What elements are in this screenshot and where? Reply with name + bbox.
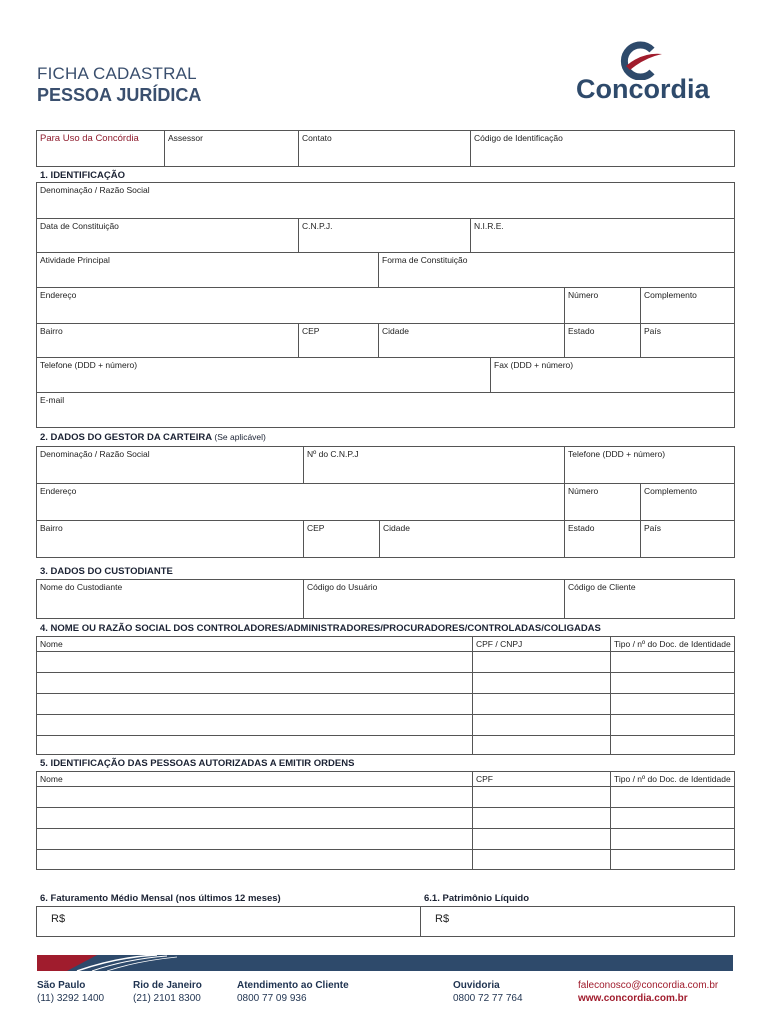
gestor-numero-field[interactable]: Número (565, 484, 641, 521)
section-5-table (36, 771, 735, 870)
section-3-table (36, 579, 735, 619)
data-constituicao-field[interactable]: Data de Constituição (37, 219, 299, 253)
sec5-col-doc: Tipo / nº do Doc. de Identidade (611, 772, 735, 787)
table-row[interactable] (37, 829, 735, 850)
sec4-col-cpf: CPF / CNPJ (473, 637, 611, 652)
sec5-col-nome: Nome (37, 772, 473, 787)
codigo-usuario-field[interactable]: Código do Usuário (304, 580, 565, 619)
rj-phone: (21) 2101 8300 (133, 993, 201, 1004)
uso-label: Para Uso da Concórdia (37, 131, 165, 167)
gestor-cnpj-field[interactable]: Nº do C.N.P.J (304, 447, 565, 484)
logo-text: Concordia (576, 74, 710, 104)
gestor-cep-field[interactable]: CEP (304, 521, 380, 558)
telefone-field[interactable]: Telefone (DDD + número) (37, 358, 491, 393)
contato-field[interactable]: Contato (299, 131, 471, 167)
fax-field[interactable]: Fax (DDD + número) (491, 358, 735, 393)
rj-city: Rio de Janeiro (133, 980, 202, 991)
table-row[interactable] (37, 808, 735, 829)
gestor-cidade-field[interactable]: Cidade (380, 521, 565, 558)
forma-constituicao-field[interactable]: Forma de Constituição (379, 253, 735, 288)
footer-ouvidoria (453, 979, 523, 1005)
endereco-field[interactable]: Endereço (37, 288, 565, 324)
gestor-bairro-field[interactable]: Bairro (37, 521, 304, 558)
atendimento-phone: 0800 77 09 936 (237, 993, 307, 1004)
codigo-cliente-field[interactable]: Código de Cliente (565, 580, 735, 619)
email-field[interactable]: E-mail (37, 393, 735, 428)
section-1-title: 1. IDENTIFICAÇÃO (40, 170, 125, 181)
section-2-table (36, 446, 735, 558)
email-link[interactable]: faleconosco@concordia.com.br (578, 980, 719, 991)
table-row[interactable] (37, 715, 735, 736)
sp-phone: (11) 3292 1400 (37, 993, 105, 1004)
faturamento-field[interactable]: R$ (37, 907, 421, 937)
atividade-field[interactable]: Atividade Principal (37, 253, 379, 288)
pais-field[interactable]: País (641, 324, 735, 358)
table-row[interactable] (37, 652, 735, 673)
table-row[interactable] (37, 787, 735, 808)
footer-atendimento (237, 979, 349, 1005)
complemento-field[interactable]: Complemento (641, 288, 735, 324)
section-2-subtitle: (Se aplicável) (214, 432, 266, 442)
internal-use-box (36, 130, 735, 167)
section-3-title: 3. DADOS DO CUSTODIANTE (40, 566, 173, 577)
footer-sao-paulo (37, 979, 104, 1005)
sec4-col-doc: Tipo / nº do Doc. de Identidade (611, 637, 735, 652)
assessor-field[interactable]: Assessor (165, 131, 299, 167)
cidade-field[interactable]: Cidade (379, 324, 565, 358)
atendimento-label: Atendimento ao Cliente (237, 980, 349, 991)
table-row[interactable] (37, 673, 735, 694)
numero-field[interactable]: Número (565, 288, 641, 324)
cnpj-field[interactable]: C.N.P.J. (299, 219, 471, 253)
section-6-table (36, 906, 735, 937)
section-1-table (36, 182, 735, 428)
gestor-endereco-field[interactable]: Endereço (37, 484, 565, 521)
section-2-title (40, 432, 266, 443)
site-link[interactable]: www.concordia.com.br (578, 993, 688, 1004)
sec5-col-cpf: CPF (473, 772, 611, 787)
table-row[interactable] (37, 694, 735, 715)
footer-rio (133, 979, 202, 1005)
section-4-title: 4. NOME OU RAZÃO SOCIAL DOS CONTROLADORES/ADMINISTRADORES/PROCURADORES/CONTROLADAS/COLIGADAS (40, 623, 601, 634)
sp-city: São Paulo (37, 980, 86, 991)
section-4-table (36, 636, 735, 755)
footer-contact-links (578, 979, 718, 1005)
estado-field[interactable]: Estado (565, 324, 641, 358)
ouvidoria-label: Ouvidoria (453, 980, 500, 991)
table-row[interactable] (37, 850, 735, 870)
footer-band (37, 955, 733, 971)
ouvidoria-phone: 0800 72 77 764 (453, 993, 523, 1004)
gestor-pais-field[interactable]: País (641, 521, 735, 558)
gestor-estado-field[interactable]: Estado (565, 521, 641, 558)
form-subtitle: PESSOA JURÍDICA (37, 85, 202, 105)
nire-field[interactable]: N.I.R.E. (471, 219, 735, 253)
section-6-1-title: 6.1. Patrimônio Líquido (424, 893, 530, 904)
codigo-identificacao-field[interactable]: Código de Identificação (471, 131, 735, 167)
section-6-title: 6. Faturamento Médio Mensal (nos últimos 12 meses) (40, 893, 281, 904)
section-2-title-text: 2. DADOS DO GESTOR DA CARTEIRA (40, 432, 212, 443)
sec4-col-nome: Nome (37, 637, 473, 652)
denominacao-field[interactable]: Denominação / Razão Social (37, 183, 735, 219)
gestor-complemento-field[interactable]: Complemento (641, 484, 735, 521)
gestor-denominacao-field[interactable]: Denominação / Razão Social (37, 447, 304, 484)
gestor-telefone-field[interactable]: Telefone (DDD + número) (565, 447, 735, 484)
form-title: FICHA CADASTRAL (37, 64, 197, 83)
patrimonio-field[interactable]: R$ (421, 907, 735, 937)
bairro-field[interactable]: Bairro (37, 324, 299, 358)
cep-field[interactable]: CEP (299, 324, 379, 358)
custodiante-nome-field[interactable]: Nome do Custodiante (37, 580, 304, 619)
section-5-title: 5. IDENTIFICAÇÃO DAS PESSOAS AUTORIZADAS A EMITIR ORDENS (40, 758, 355, 769)
table-row[interactable] (37, 736, 735, 755)
